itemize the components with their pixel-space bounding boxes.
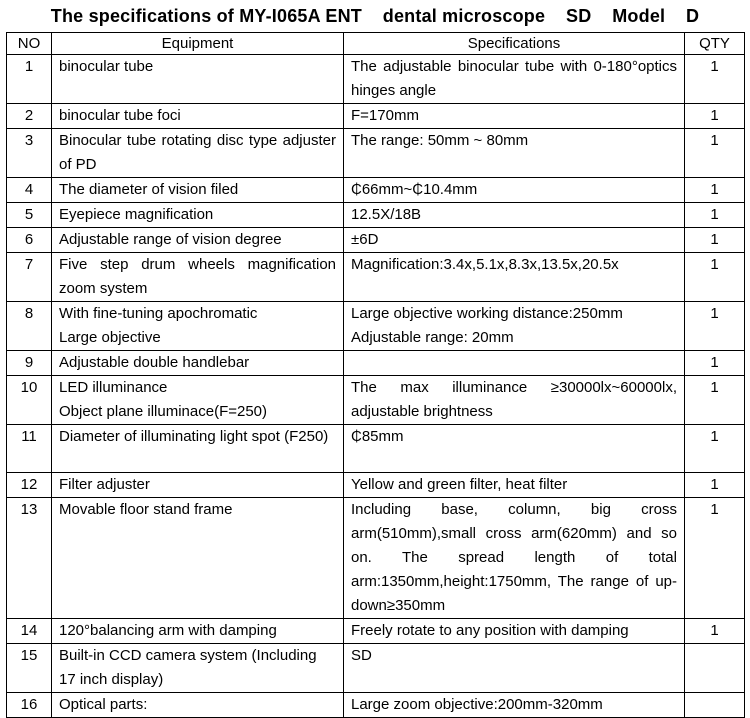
row-spec-line: Large objective working distance:250mm [351,305,623,322]
table-row [7,253,745,302]
table-row [7,228,745,253]
row-no: 11 [7,425,52,473]
row-spec: ±6D [344,228,685,253]
row-equipment: Five step drum wheels magnification zoom system [52,253,344,302]
table-row [7,619,745,644]
row-qty: 1 [685,129,745,178]
row-equipment: Eyepiece magnification [52,203,344,228]
row-no: 14 [7,619,52,644]
row-qty [685,644,745,693]
row-qty: 1 [685,498,745,619]
row-equipment: Adjustable range of vision degree [52,228,344,253]
row-no: 7 [7,253,52,302]
table-row [7,498,745,619]
row-spec: Yellow and green filter, heat filter [344,473,685,498]
header-no: NO [7,33,52,55]
row-equipment: The diameter of vision filed [52,178,344,203]
row-equipment: Movable floor stand frame [52,498,344,619]
row-no: 13 [7,498,52,619]
header-qty: QTY [685,33,745,55]
row-spec: The max illuminance ≥30000lx~60000lx, adjustable brightness [344,376,685,425]
row-no: 4 [7,178,52,203]
row-qty: 1 [685,253,745,302]
table-header-row [7,33,745,55]
row-spec: SD [344,644,685,693]
row-qty: 1 [685,376,745,425]
table-row [7,473,745,498]
header-specifications: Specifications [344,33,685,55]
row-spec: 12.5X/18B [344,203,685,228]
row-qty: 1 [685,178,745,203]
table-row [7,104,745,129]
row-qty: 1 [685,104,745,129]
row-equipment: binocular tube [52,55,344,104]
row-qty: 1 [685,351,745,376]
row-qty: 1 [685,302,745,351]
row-no: 10 [7,376,52,425]
row-spec: F=170mm [344,104,685,129]
row-no: 3 [7,129,52,178]
row-spec: ₵66mm~₵10.4mm [344,178,685,203]
table-row [7,644,745,693]
row-spec: Large zoom objective:200mm-320mm [344,693,685,718]
row-equipment: 120°balancing arm with damping [52,619,344,644]
row-equipment: Filter adjuster [52,473,344,498]
row-spec [344,302,685,351]
table-row [7,129,745,178]
header-equipment: Equipment [52,33,344,55]
row-no: 1 [7,55,52,104]
row-equipment: Built-in CCD camera system (Including 17 inch display) [52,644,344,693]
row-equipment-line: Large objective [59,329,161,346]
row-equipment-line: LED illuminance [59,379,168,396]
row-qty: 1 [685,55,745,104]
table-row [7,302,745,351]
row-qty [685,693,745,718]
row-spec-line: Adjustable range: 20mm [351,329,514,346]
table-row [7,351,745,376]
row-spec: Magnification:3.4x,5.1x,8.3x,13.5x,20.5x [344,253,685,302]
row-no: 8 [7,302,52,351]
row-no: 5 [7,203,52,228]
table-row [7,693,745,718]
row-no: 9 [7,351,52,376]
row-equipment-line: Object plane illuminace(F=250) [59,403,268,420]
row-no: 16 [7,693,52,718]
document-title: The specifications of MY-I065A ENT dental microscope SD Model D [50,6,700,26]
row-qty: 1 [685,473,745,498]
row-equipment: Adjustable double handlebar [52,351,344,376]
row-equipment: Diameter of illuminating light spot (F250) [52,425,344,473]
row-no: 15 [7,644,52,693]
row-spec: The range: 50mm ~ 80mm [344,129,685,178]
row-equipment-line: With fine-tuning apochromatic [59,305,258,322]
row-equipment [52,302,344,351]
row-spec: ₵85mm [344,425,685,473]
row-equipment: Optical parts: [52,693,344,718]
row-no: 6 [7,228,52,253]
row-qty: 1 [685,228,745,253]
table-row [7,55,745,104]
specifications-table [6,32,745,718]
table-row [7,203,745,228]
row-equipment [52,376,344,425]
table-row [7,425,745,473]
row-no: 2 [7,104,52,129]
row-spec: Including base, column, big cross arm(510mm),small cross arm(620mm) and so on. The spread length of total arm:1350mm,height:1750mm, The range of up-down≥350mm [344,498,685,619]
row-qty: 1 [685,203,745,228]
row-qty: 1 [685,619,745,644]
row-qty: 1 [685,425,745,473]
row-equipment: binocular tube foci [52,104,344,129]
table-row [7,178,745,203]
row-no: 12 [7,473,52,498]
row-spec: The adjustable binocular tube with 0-180°optics hinges angle [344,55,685,104]
row-spec [344,351,685,376]
row-equipment: Binocular tube rotating disc type adjuster of PD [52,129,344,178]
row-spec: Freely rotate to any position with damping [344,619,685,644]
table-row [7,376,745,425]
